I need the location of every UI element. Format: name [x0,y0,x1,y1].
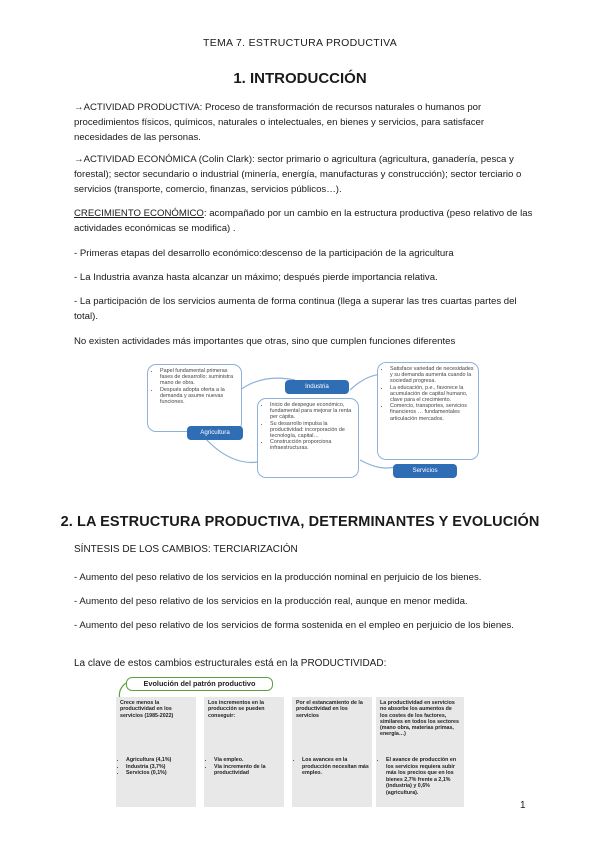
economic-growth-text: : acompañado por un cambio en la estructura productiva (peso relativo de las actividades económicas se modifica) . [74,208,533,234]
column-1-item: • Agricultura (4,1%) [126,757,193,764]
servicios-box [377,362,479,460]
definition-economic-activity: →ACTIVIDAD ECONÓMICA (Colin Clark): sector primario o agricultura (agricultura, ganadería, pesca y forestal); sector secundario o industrial (minería, energía, manufacturas y construcción); sector terciario o servicios (transporte, comercio, finanzas, servicios públicos…). [74,154,522,195]
column-1-heading: Crece menos la productividad en los servicios (1985-2022) [120,700,174,719]
pattern-column-3 [292,697,372,807]
economic-growth-label: CRECIMIENTO ECONÓMICO [74,208,204,219]
change-nominal: - Aumento del peso relativo de los servicios en la producción nominal en perjuicio de los bienes. [74,572,482,583]
definition-productive-activity: →ACTIVIDAD PRODUCTIVA: Proceso de transformación de recursos naturales o humanos por procedimientos físicos, químicos, naturales o intelectuales, en bienes y servicios, para satisfacer necesidades de las personas. [74,102,485,143]
servicios-item: • La educación, p.e., favorece la acumulación de capital humano, clave para el crecimiento. [390,385,474,404]
pattern-column-1 [116,697,196,807]
change-real: - Aumento del peso relativo de los servicios en la producción real, aunque en menor medida. [74,596,468,607]
industria-item: • Su desarrollo impulsa la productividad: incorporación de tecnología, capital… [270,421,354,440]
pattern-column-4 [376,697,464,807]
agricultura-label: Agricultura [187,426,243,440]
pattern-column-2 [204,697,284,807]
industria-box [257,398,359,478]
column-4-heading: La productividad en servicios no absorbe los aumentos de los costes de los factores, similares en todos los sectores (mano obra, materias primas, energía…) [380,700,459,738]
functions-note: No existen actividades más importantes que otras, sino que cumplen funciones diferentes [74,336,456,347]
productivity-diagram [112,675,467,815]
industria-item: • Construcción proporciona infraestructuras. [270,439,354,451]
industria-item: • Inicio de despegue económico, fundamental para mejorar la renta per cápita. [270,402,354,421]
industria-label: Industria [285,380,349,394]
agricultura-item: • Después adopta oferta a la demanda y asume nuevas funciones. [160,387,237,406]
stage-services: - La participación de los servicios aumenta de forma continua (llega a superar las tres cuartas partes del total). [74,296,517,322]
section-1-title: 1. INTRODUCCIÓN [233,70,367,87]
page-header: TEMA 7. ESTRUCTURA PRODUCTIVA [202,37,398,49]
servicios-item: • Satisface variedad de necesidades y su demanda aumenta cuando la sociedad progresa. [390,366,474,385]
column-4-item: • El avance de producción en los servicios requiera subir más los precios que en los bienes 2,7% frente a 2,1% (industria) y 0,6% (agricultura). [386,757,461,796]
stage-industry: - La Industria avanza hasta alcanzar un máximo; después pierde importancia relativa. [74,272,438,283]
agricultura-item: • Papel fundamental primeras fases de desarrollo: suministra mano de obra. [160,368,237,387]
column-3-heading: Por el estancamiento de la productividad en los servicios [296,700,363,719]
page-number: 1 [520,800,526,811]
economic-growth-paragraph [74,206,534,236]
stage-agriculture: - Primeras etapas del desarrollo económico:descenso de la participación de la agricultura [74,248,454,259]
column-1-item: • Servicios (0,1%) [126,770,193,777]
section-2-title: 2. LA ESTRUCTURA PRODUCTIVA, DETERMINANTES Y EVOLUCIÓN [60,514,540,530]
servicios-item: • Comercio, transportes, servicios financieros … fundamentales articulación mercados. [390,403,474,422]
section-2-subtitle: SÍNTESIS DE LOS CAMBIOS: TERCIARIZACIÓN [74,544,298,555]
productivity-key: La clave de estos cambios estructurales está en la PRODUCTIVIDAD: [74,658,387,669]
agricultura-box [147,364,242,432]
pattern-title: Evolución del patrón productivo [126,677,273,691]
column-2-heading: Los incrementos en la producción se pueden conseguir: [208,700,265,719]
column-3-item: • Los avances en la producción necesitan más empleo. [302,757,369,777]
change-employment: - Aumento del peso relativo de los servicios de forma sostenida en el empleo en perjuicio de los bienes. [74,620,514,631]
column-1-item: • Industria (3,7%) [126,764,193,771]
sectors-diagram [145,360,480,482]
column-2-item: • Vía empleo. [214,757,281,764]
servicios-label: Servicios [393,464,457,478]
column-2-item: • Vía incremento de la productividad [214,764,281,777]
